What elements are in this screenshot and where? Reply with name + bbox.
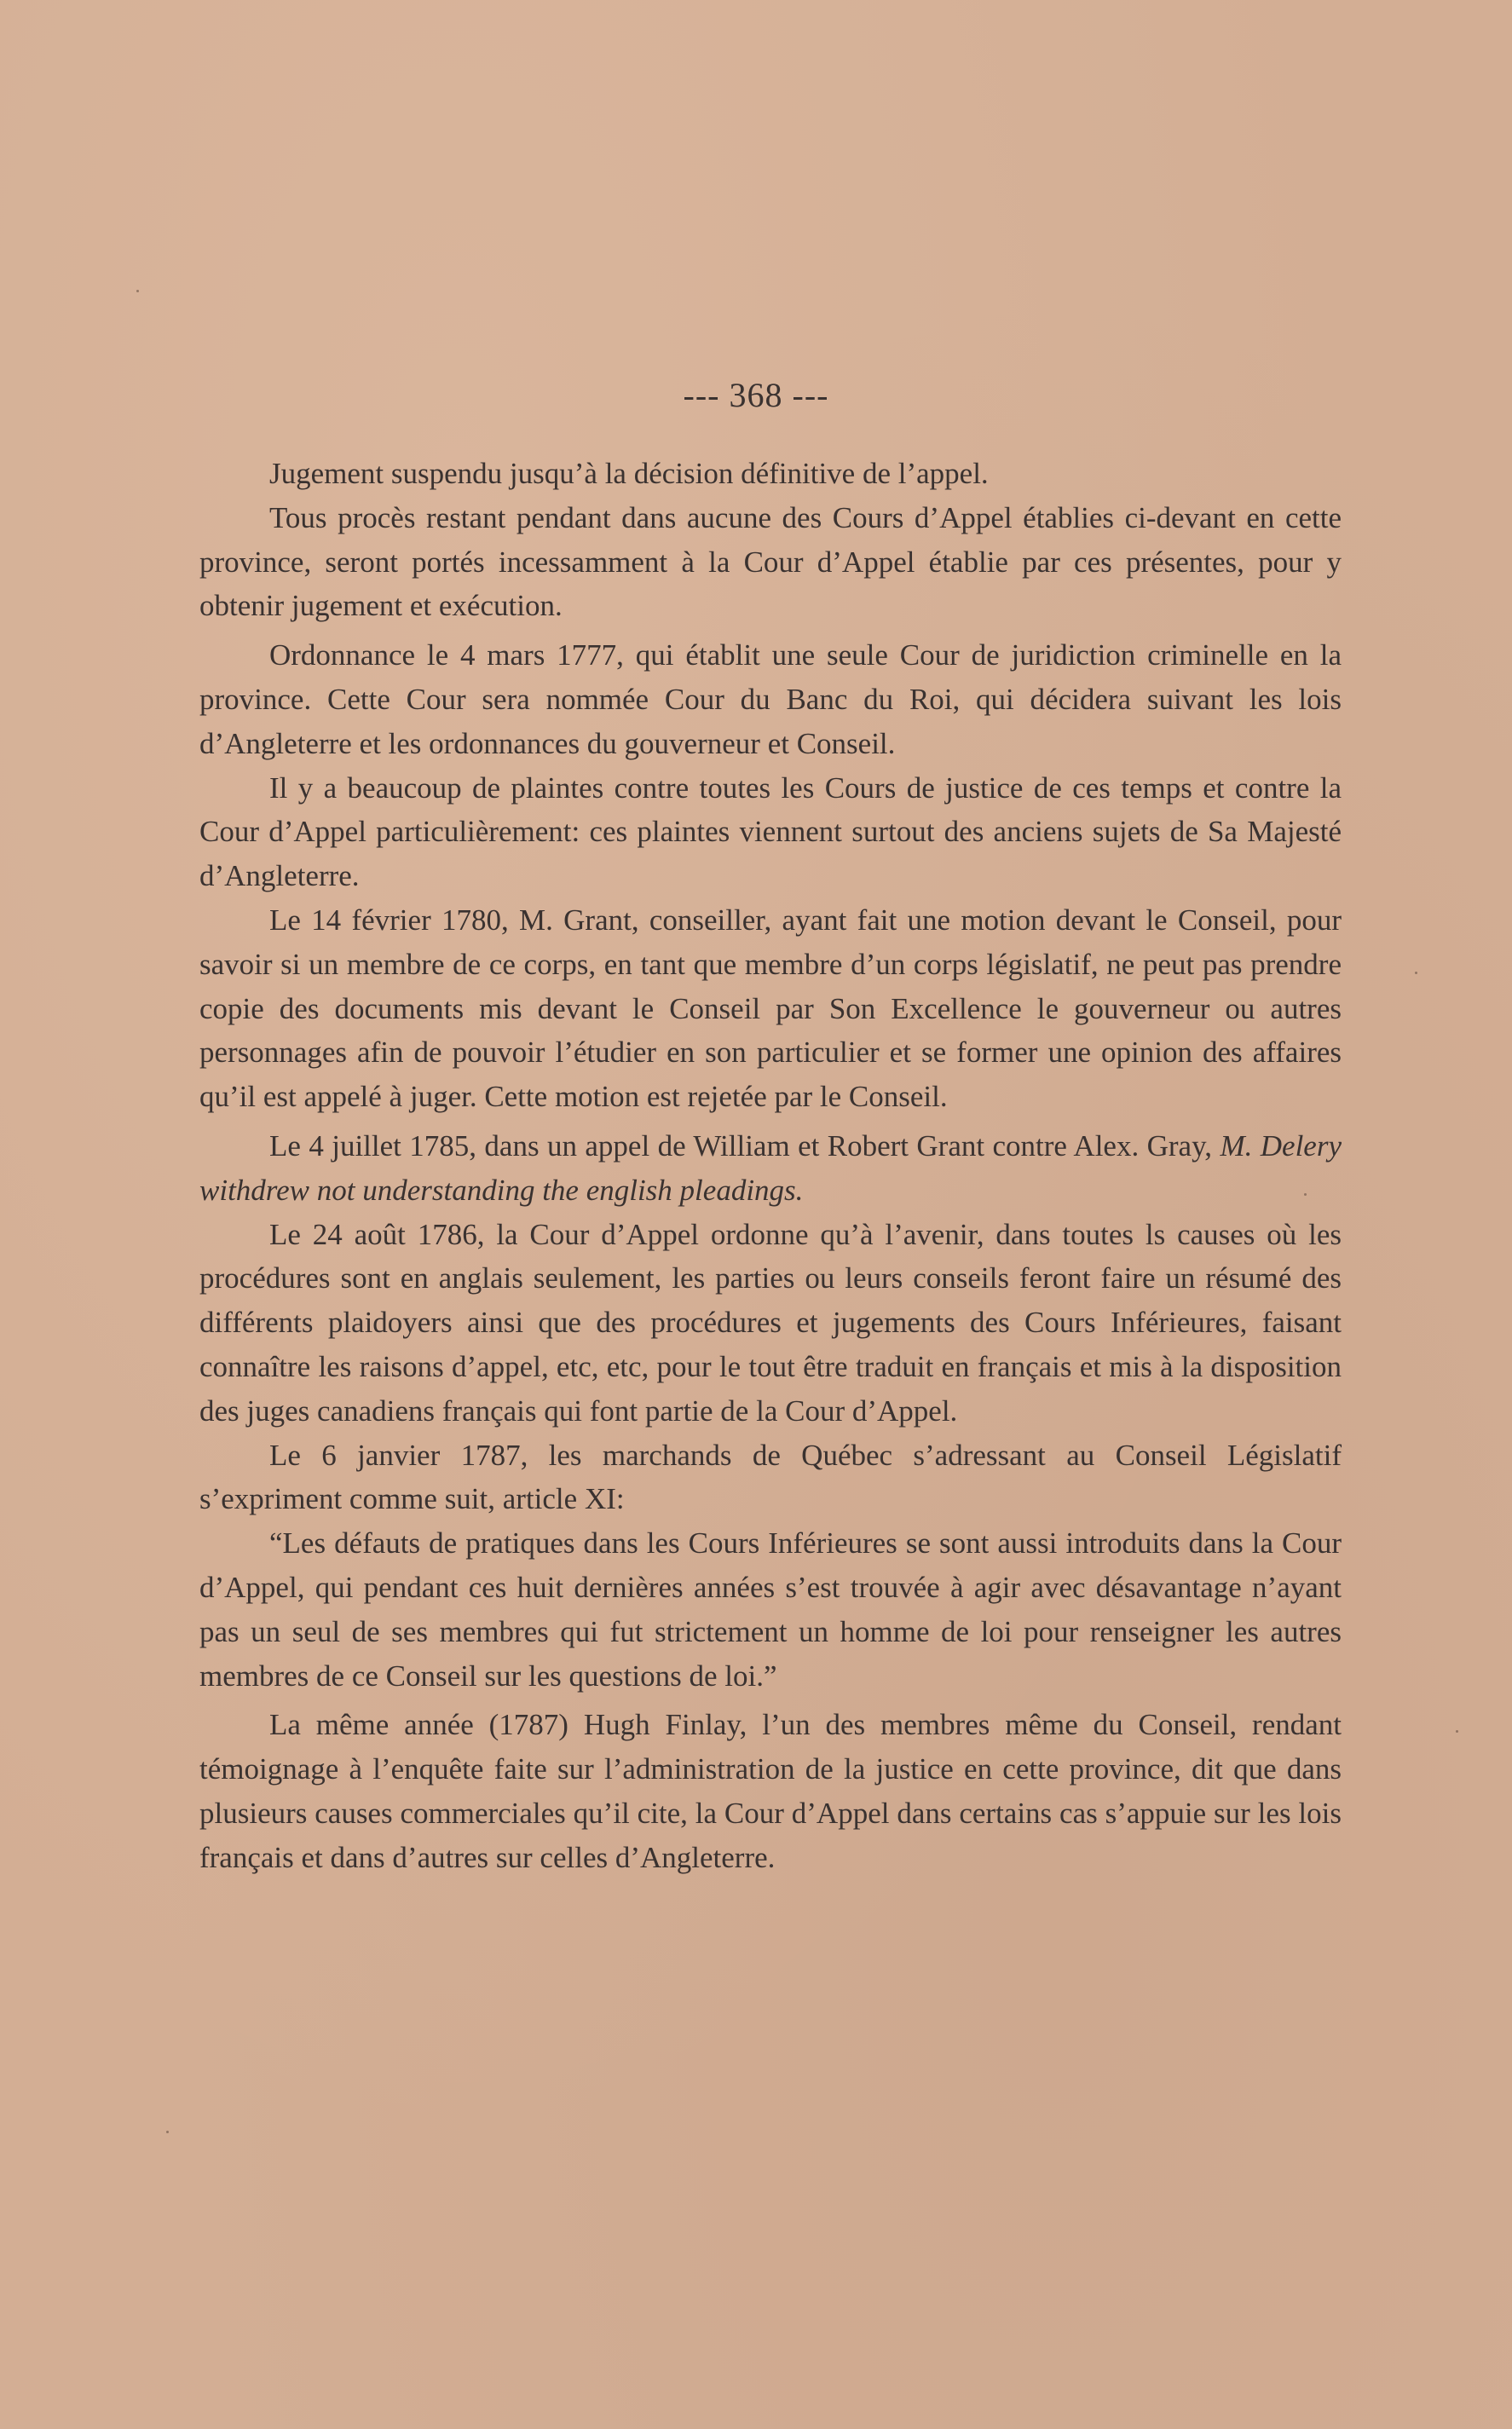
paper-speck [1415,972,1417,974]
paper-speck [166,2131,169,2133]
body-text [199,452,1342,1880]
paragraph [199,1703,1342,1879]
paragraph [199,1521,1342,1698]
paragraph [199,1434,1342,1522]
paragraph [199,1213,1342,1434]
paragraph [199,452,1342,496]
paragraph [199,1124,1342,1213]
page-number: --- 368 --- [683,376,829,414]
paragraph [199,898,1342,1119]
paragraph [199,766,1342,898]
paragraph-text: Jugement suspendu jusqu’à la décision définitive de l’appel. [269,457,989,490]
paper-speck [136,290,139,292]
paragraph-text: Tous procès restant pendant dans aucune des Cours d’Appel établies ci-devant en cette province, seront portés incessamment à la Cour d’Appel établie par ces présentes, pour y obtenir jugement et exécution. [199,500,1342,623]
paragraph [199,496,1342,628]
paragraph-text: Le 14 février 1780, M. Grant, conseiller, ayant fait une motion devant le Conseil, pour savoir si un membre de ce corps, en tant que membre d’un corps législatif, ne peut pas prendre copie des documents mis devant le Conseil par Son Excellence le gouverneur ou autres personnages afin de pouvoir l’étudier en son particulier et se former une opinion des affaires qu’il est appelé à juger. Cette motion est rejetée par le Conseil. [199,903,1342,1114]
paragraph-text: Le 6 janvier 1787, les marchands de Québec s’adressant au Conseil Législatif s’expriment comme suit, article XI: [199,1438,1342,1516]
paragraph [199,633,1342,765]
paragraph-text: Ordonnance le 4 mars 1777, qui établit une seule Cour de juridiction criminelle en la province. Cette Cour sera nommée Cour du Banc du Roi, qui décidera suivant les lois d’Angleterre et les ordonnances du gouverneur et Conseil. [199,638,1342,760]
paragraph-text: “Les défauts de pratiques dans les Cours Inférieures se sont aussi introduits dans la Cour d’Appel, qui pendant ces huit dernières années s’est trouvée à agir avec désavantage n’ayant pas un seul de ses membres qui fut strictement un homme de loi pour renseigner les autres membres de ce Conseil sur les questions de loi.” [199,1526,1342,1693]
italic-quote: M. Delery withdrew not understanding the english pleadings. [199,1128,1342,1207]
paragraph-text: Le 24 août 1786, la Cour d’Appel ordonne qu’à l’avenir, dans toutes ls causes où les procédures sont en anglais seulement, les parties ou leurs conseils feront faire un résumé des différents plaidoyers ainsi que des procédures et jugements des Cours Inférieures, faisant connaître les raisons d’appel, etc, etc, pour le tout être traduit en français et mis à la disposition des juges canadiens français qui font partie de la Cour d’Appel. [199,1217,1342,1428]
paragraph-text: La même année (1787) Hugh Finlay, l’un des membres même du Conseil, rendant témoignage à l’enquête faite sur l’administration de la justice en cette province, dit que dans plusieurs causes commerciales qu’il cite, la Cour d’Appel dans certains cas s’appuie sur les lois français et dans d’autres sur celles d’Angleterre. [199,1708,1342,1874]
paragraph-text: Il y a beaucoup de plaintes contre toutes les Cours de justice de ces temps et contre la Cour d’Appel particulièrement: ces plaintes viennent surtout des anciens sujets de Sa Majesté d’Angleterre. [199,770,1342,893]
paper-speck [1456,1730,1458,1733]
paragraph-text: Le 4 juillet 1785, dans un appel de William et Robert Grant contre Alex. Gray, [269,1128,1213,1163]
